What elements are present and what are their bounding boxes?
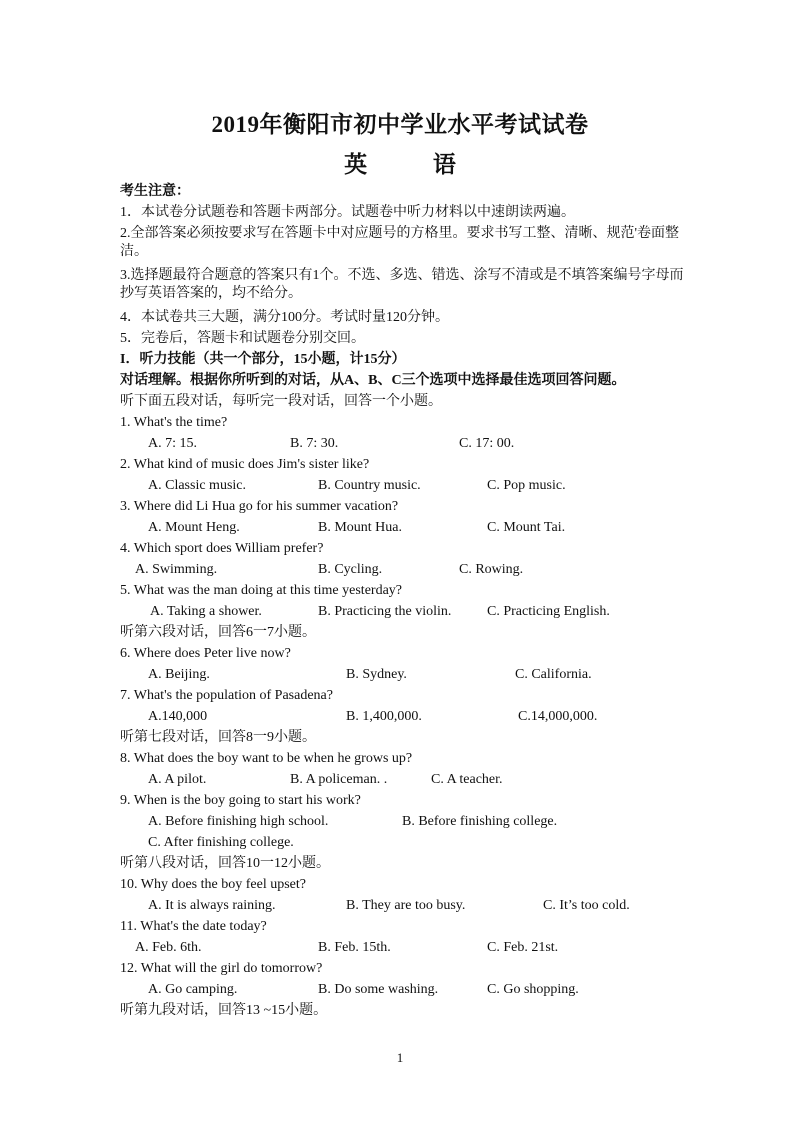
q10-option-c: C. It’s too cold. <box>543 898 630 913</box>
q5-option-b: B. Practicing the violin. <box>318 604 452 619</box>
direction-3: 听第七段对话，回答8一9小题。 <box>120 730 316 745</box>
question-11: 11. What's the date today? <box>120 919 267 934</box>
q7-option-b: B. 1,400,000. <box>346 709 422 724</box>
q1-option-b: B. 7: 30. <box>290 436 339 451</box>
q6-option-c: C. California. <box>515 667 592 682</box>
q11-option-b: B. Feb. 15th. <box>318 940 391 955</box>
notice-item-4: 4．本试卷共三大题，满分100分。考试时量120分钟。 <box>120 310 449 325</box>
direction-1: 听下面五段对话，每听完一段对话，回答一个小题。 <box>120 394 442 409</box>
question-2: 2. What kind of music does Jim's sister like? <box>120 457 370 472</box>
exam-title: 2019年衡阳市初中学业水平考试试卷 <box>211 112 589 137</box>
question-12: 12. What will the girl do tomorrow? <box>120 961 323 976</box>
direction-4: 听第八段对话，回答10一12小题。 <box>120 856 330 871</box>
question-7: 7. What's the population of Pasadena? <box>120 688 333 703</box>
q7-option-c: C.14,000,000. <box>518 709 598 724</box>
page-number: 1 <box>396 1050 404 1065</box>
notice-item-2: 2.全部答案必须按要求写在答题卡中对应题号的方格里。要求书写工整、清晰、规范'卷面整洁。 <box>120 226 680 259</box>
notice-item-1: 1．本试卷分试题卷和答题卡两部分。试题卷中听力材料以中速朗读两遍。 <box>120 205 575 220</box>
q2-option-a: A. Classic music. <box>148 478 246 493</box>
q12-option-c: C. Go shopping. <box>487 982 579 997</box>
q6-option-b: B. Sydney. <box>346 667 407 682</box>
question-10: 10. Why does the boy feel upset? <box>120 877 306 892</box>
question-6: 6. Where does Peter live now? <box>120 646 291 661</box>
q11-option-c: C. Feb. 21st. <box>487 940 559 955</box>
q10-option-b: B. They are too busy. <box>346 898 466 913</box>
notice-heading: 考生注意： <box>120 184 190 199</box>
q2-option-c: C. Pop music. <box>487 478 566 493</box>
section-instruction: 对话理解。根据你所听到的对话，从A、B、C三个选项中选择最佳选项回答问题。 <box>120 373 626 388</box>
q4-option-c: C. Rowing. <box>459 562 524 577</box>
q2-option-b: B. Country music. <box>318 478 421 493</box>
direction-2: 听第六段对话，回答6一7小题。 <box>120 625 316 640</box>
q9-option-a: A. Before finishing high school. <box>148 814 329 829</box>
q5-option-a: A. Taking a shower. <box>150 604 262 619</box>
question-3: 3. Where did Li Hua go for his summer vacation? <box>120 499 399 514</box>
q11-option-a: A. Feb. 6th. <box>135 940 202 955</box>
q8-option-a: A. A pilot. <box>148 772 207 787</box>
q9-option-b: B. Before finishing college. <box>402 814 558 829</box>
q8-option-c: C. A teacher. <box>431 772 503 787</box>
q1-option-c: C. 17: 00. <box>459 436 515 451</box>
q8-option-b: B. A policeman. . <box>290 772 388 787</box>
q3-option-b: B. Mount Hua. <box>318 520 402 535</box>
question-8: 8. What does the boy want to be when he grows up? <box>120 751 413 766</box>
subject-title: 英 语 <box>344 152 486 177</box>
q3-option-c: C. Mount Tai. <box>487 520 566 535</box>
q5-option-c: C. Practicing English. <box>487 604 610 619</box>
question-1: 1. What's the time? <box>120 415 228 430</box>
question-9: 9. When is the boy going to start his work? <box>120 793 361 808</box>
question-4: 4. Which sport does William prefer? <box>120 541 324 556</box>
q3-option-a: A. Mount Heng. <box>148 520 240 535</box>
notice-item-5: 5．完卷后，答题卡和试题卷分别交回。 <box>120 331 365 346</box>
q4-option-b: B. Cycling. <box>318 562 383 577</box>
q9-option-c: C. After finishing college. <box>148 835 294 850</box>
section-title: I．听力技能（共一个部分，15小题，计15分） <box>120 352 406 367</box>
q1-option-a: A. 7: 15. <box>148 436 197 451</box>
q4-option-a: A. Swimming. <box>135 562 218 577</box>
q12-option-a: A. Go camping. <box>148 982 238 997</box>
q12-option-b: B. Do some washing. <box>318 982 439 997</box>
question-5: 5. What was the man doing at this time yesterday? <box>120 583 403 598</box>
q10-option-a: A. It is always raining. <box>148 898 276 913</box>
q7-option-a: A.140,000 <box>148 709 208 724</box>
q6-option-a: A. Beijing. <box>148 667 210 682</box>
direction-5: 听第九段对话，回答13 ~15小题。 <box>120 1003 328 1018</box>
notice-item-3: 3.选择题最符合题意的答案只有1个。不选、多选、错选、涂写不清或是不填答案编号字母而抄写英语答案的，均不给分。 <box>120 268 684 301</box>
